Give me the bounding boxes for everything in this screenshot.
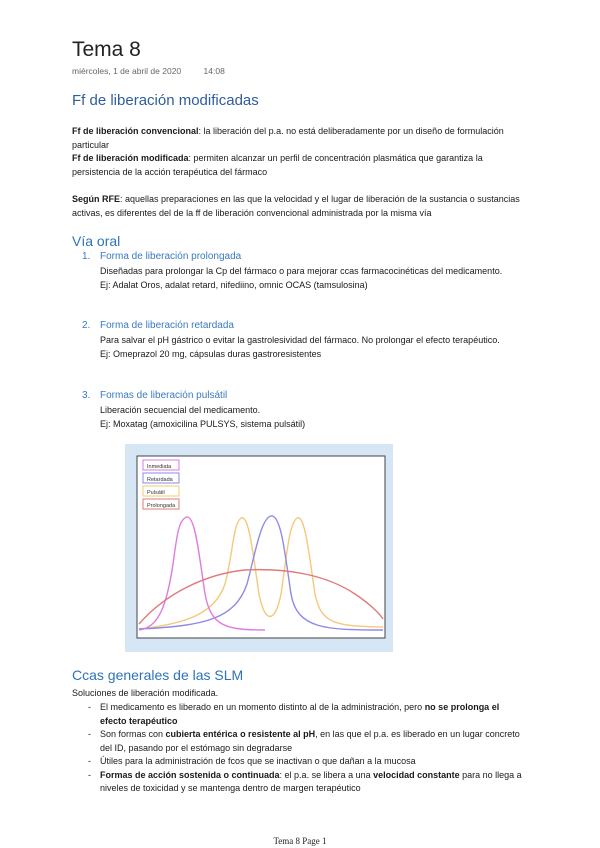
section-heading-ff: Ff de liberación modificadas (72, 92, 259, 109)
list-item-title: Forma de liberación prolongada (100, 251, 242, 262)
list-number: 3. (82, 390, 91, 401)
page-footer: Tema 8 Page 1 (273, 836, 327, 846)
list-item-body: Diseñadas para prolongar la Cp del fármaco o para mejorar ccas farmacocinéticas del medicamento. Ej: Adalat Oros, adalat retard, nifediino, omnic OCAS (tamsulosina) (100, 266, 503, 290)
term-rfe: Según RFE (72, 194, 121, 204)
list-item-body: Para salvar el pH gástrico o evitar la gastrolesividad del fármaco. No prolongar el efecto terapéutico. Ej: Omeprazol 20 mg, cápsulas duras gastroresistentes (100, 335, 500, 359)
section-heading-via-oral: Vía oral (72, 233, 121, 249)
page-date: miércoles, 1 de abril de 2020 (72, 66, 182, 76)
list-item: - Formas de acción sostenida o continuada: el p.a. se libera a una velocidad constante para no llega a niveles de toxicidad y se mantenga dentro de margen terapéutico (88, 769, 528, 796)
legend-label-prolongada: Prolongada (147, 503, 176, 509)
list-item: - Son formas con cubierta entérica o resistente al pH, en las que el p.a. es liberado en un lugar concreto del ID, pasando por el estómago sin degradarse (88, 728, 528, 755)
section-heading-ccas: Ccas generales de las SLM (72, 667, 244, 683)
legend-label-retardada: Retardada (147, 477, 173, 483)
legend-label-inmediata: Inmediata (147, 464, 172, 470)
definition-convencional: Ff de liberación convencional: la liberación del p.a. no está deliberadamente por un diseño de formulación particular (72, 126, 504, 150)
page-time: 14:08 (203, 66, 225, 76)
release-profile-svg (125, 444, 393, 652)
definition-modificada: Ff de liberación modificada: permiten alcanzar un perfil de concentración plasmática que garantiza la persistencia de la acción terapéutica del fármaco (72, 153, 483, 177)
list-item: - El medicamento es liberado en un momento distinto al de la administración, pero no se prolonga el efecto terapéutico (88, 701, 528, 728)
term-convencional: Ff de liberación convencional (72, 126, 199, 136)
list-number: 2. (82, 320, 91, 331)
list-item-title: Forma de liberación retardada (100, 320, 234, 331)
definition-rfe: Según RFE: aquellas preparaciones en las que la velocidad y el lugar de liberación de la sustancia o sustancias activas, es diferentes del de la ff de liberación convencional administrada por la misma vía (72, 194, 520, 218)
list-item-title: Formas de liberación pulsátil (100, 390, 228, 401)
release-profile-chart (125, 444, 393, 652)
list-item: - Útiles para la administración de fcos que se inactivan o que dañan a la mucosa (88, 755, 528, 769)
list-item-body: Liberación secuencial del medicamento. Ej: Moxatag (amoxicilina PULSYS, sistema pulsátil) (100, 405, 306, 429)
page-datetime (72, 66, 225, 76)
legend-label-pulsatil: Pulsátil (147, 490, 165, 496)
term-modificada: Ff de liberación modificada (72, 153, 189, 163)
list-number: 1. (82, 251, 91, 262)
ccas-bullet-list (88, 701, 528, 796)
page-title: Tema 8 (72, 38, 141, 61)
ccas-intro: Soluciones de liberación modificada. (72, 688, 219, 698)
